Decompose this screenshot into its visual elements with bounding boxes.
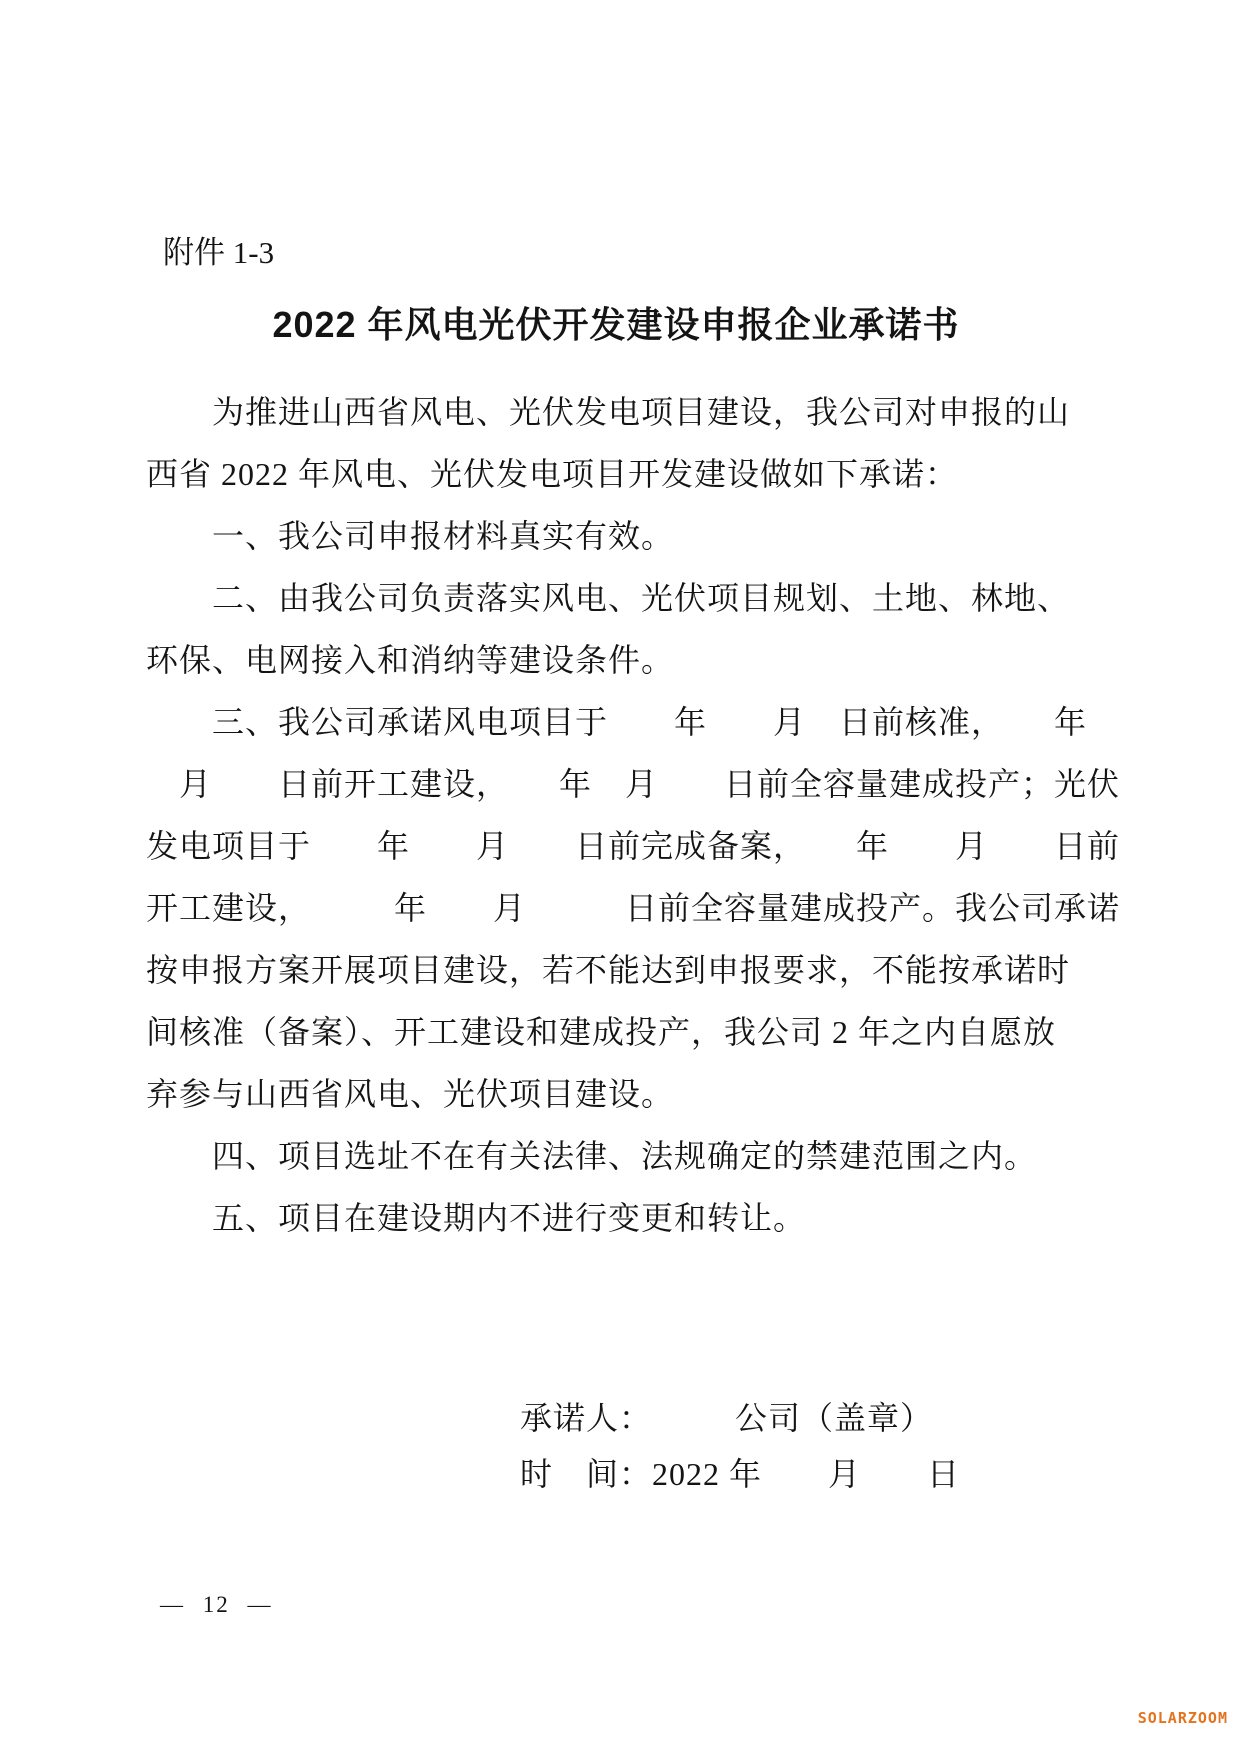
page-number: — 12 — <box>160 1592 273 1617</box>
body-line: 五、项目在建设期内不进行变更和转让。 <box>146 1200 807 1236</box>
signature-block <box>520 1390 960 1502</box>
signer-line: 承诺人： 公司（盖章） <box>520 1400 934 1436</box>
document-title: 2022 年风电光伏开发建设申报企业承诺书 <box>272 304 960 345</box>
body-line: 一、我公司申报材料真实有效。 <box>146 518 675 554</box>
body-line: 弃参与山西省风电、光伏项目建设。 <box>146 1076 675 1112</box>
watermark-logo: SOLARZOOM <box>1137 1709 1228 1727</box>
body-line: 按申报方案开展项目建设，若不能达到申报要求，不能按承诺时 <box>146 952 1071 988</box>
body-line: 环保、电网接入和消纳等建设条件。 <box>146 642 675 678</box>
body-line: 发电项目于 年 月 日前完成备案， 年 月 日前 <box>146 828 1121 864</box>
body-line: 三、我公司承诺风电项目于 年 月 日前核准， 年 <box>146 704 1088 740</box>
body-line: 间核准（备案）、开工建设和建成投产，我公司 2 年之内自愿放 <box>146 1014 1057 1050</box>
body-line: 开工建设， 年 月 日前全容量建成投产。我公司承诺 <box>146 890 1121 926</box>
document-body <box>146 381 1121 1249</box>
body-line: 为推进山西省风电、光伏发电项目建设，我公司对申报的山 <box>146 394 1071 430</box>
body-line: 月 日前开工建设， 年 月 日前全容量建成投产；光伏 <box>146 766 1121 802</box>
body-line: 二、由我公司负责落实风电、光伏项目规划、土地、林地、 <box>146 580 1071 616</box>
body-line: 四、项目选址不在有关法律、法规确定的禁建范围之内。 <box>146 1138 1038 1174</box>
body-line: 西省 2022 年风电、光伏发电项目开发建设做如下承诺： <box>146 456 959 492</box>
date-line: 时 间：2022 年 月 日 <box>520 1456 961 1492</box>
attachment-label: 附件 1-3 <box>163 235 275 270</box>
